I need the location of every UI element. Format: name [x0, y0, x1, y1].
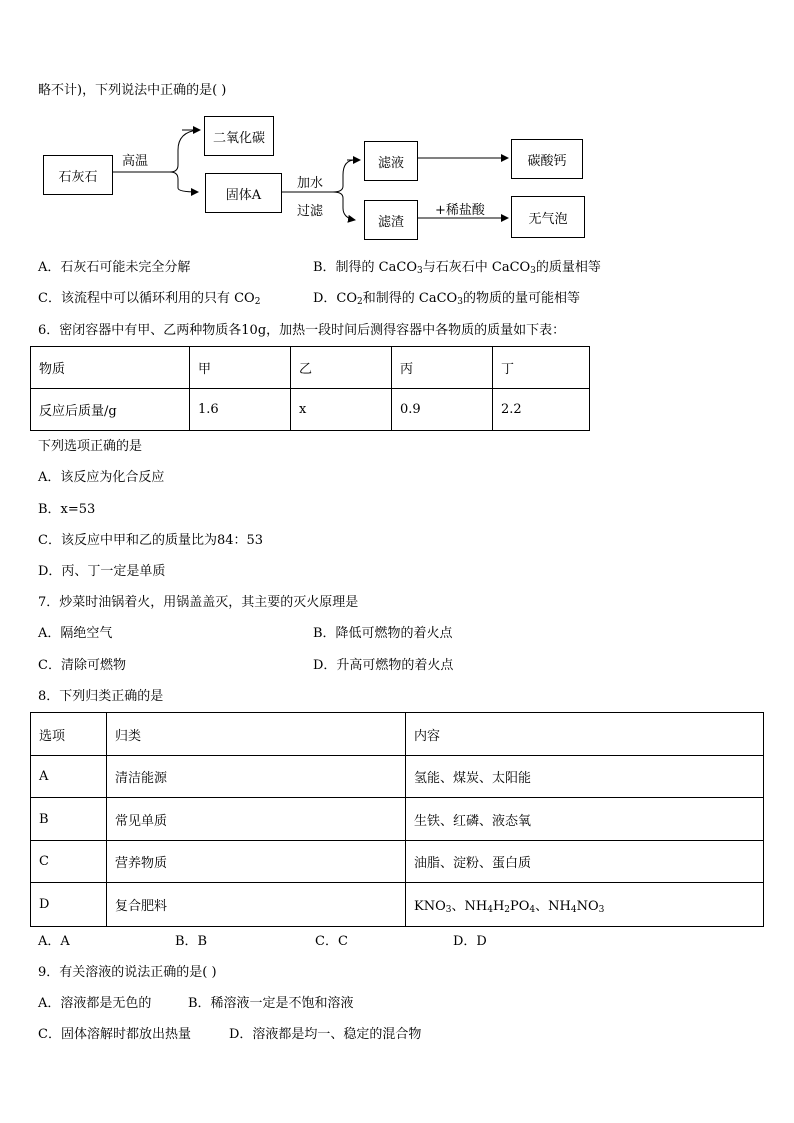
- q8-cell: A: [31, 756, 107, 798]
- q5-option-c: C．该流程中可以循环利用的只有 $CO_2$: [38, 291, 261, 307]
- q8-classification-table: [30, 712, 764, 927]
- q8-cell: 营养物质: [107, 841, 406, 883]
- q8-cell: 生铁、红磷、液态氧: [406, 798, 764, 841]
- q8-stem: 8．下列归类正确的是: [38, 689, 164, 704]
- q8-header-cell: 内容: [406, 713, 764, 756]
- q8-answer-d: D．D: [453, 934, 487, 949]
- q7-option-a: A．隔绝空气: [38, 626, 113, 641]
- co2-box: [204, 116, 274, 156]
- q8-cell: B: [31, 798, 107, 841]
- q8-answer-c: C．C: [315, 934, 348, 949]
- q8-answer-a: A．A: [38, 934, 70, 949]
- filtrate-box: [364, 141, 418, 181]
- q7-stem: 7．炒菜时油锅着火，用锅盖盖灭，其主要的灭火原理是: [38, 595, 359, 610]
- caco3-product-box: [511, 139, 583, 179]
- q6-data-cell: 0.9: [392, 389, 493, 431]
- filtrate-label: 滤液: [377, 155, 404, 171]
- solid-a-box: [205, 173, 282, 213]
- q6-header-cell: 甲: [190, 347, 291, 389]
- q6-header-cell: 丁: [493, 347, 590, 389]
- q8-cell: 油脂、淀粉、蛋白质: [406, 841, 764, 883]
- no-bubbles-label: 无气泡: [528, 211, 568, 227]
- q6-data-row: [31, 389, 590, 431]
- limestone-label: 石灰石: [58, 169, 98, 185]
- q5-option-a: A．石灰石可能未完全分解: [38, 260, 191, 275]
- q6-mass-table: [30, 346, 590, 431]
- q9-option-c: C．固体溶解时都放出热量: [38, 1027, 191, 1042]
- add-hcl-label: +稀盐酸: [435, 203, 485, 218]
- q8-cell: 复合肥料: [107, 883, 406, 927]
- q6-option-d: D．丙、丁一定是单质: [38, 564, 166, 579]
- caco3-product-label: 碳酸钙: [527, 153, 567, 169]
- q6-header-row: [31, 347, 590, 389]
- q8-row: [31, 756, 764, 798]
- no-bubbles-box: [511, 196, 585, 238]
- q6-data-cell: x: [291, 389, 392, 431]
- q9-stem: 9．有关溶液的说法正确的是( ): [38, 965, 217, 980]
- q8-row: [31, 841, 764, 883]
- solid-a-label: 固体A: [225, 187, 262, 203]
- q7-option-b: B．降低可燃物的着火点: [313, 626, 453, 641]
- filter-label: 过滤: [297, 204, 324, 219]
- co2-label: 二氧化碳: [212, 130, 265, 146]
- q7-option-d: D．升高可燃物的着火点: [313, 658, 454, 673]
- q8-cell: 清洁能源: [107, 756, 406, 798]
- q8-cell: 常见单质: [107, 798, 406, 841]
- q6-header-cell: 乙: [291, 347, 392, 389]
- q8-cell: 氢能、煤炭、太阳能: [406, 756, 764, 798]
- q5-option-b: B．制得的 CaCO$_3$与石灰石中 CaCO$_3$的质量相等: [313, 260, 601, 276]
- q8-header-cell: 选项: [31, 713, 107, 756]
- q6-data-cell: 反应后质量/g: [31, 389, 190, 431]
- q6-header-cell: 物质: [31, 347, 190, 389]
- add-water-label: 加水: [297, 176, 324, 191]
- q7-option-c: C．清除可燃物: [38, 658, 126, 673]
- q8-cell: C: [31, 841, 107, 883]
- high-temp-label: 高温: [122, 154, 149, 169]
- q9-option-a: A．溶液都是无色的: [38, 996, 152, 1011]
- q5-stem: 略不计)，下列说法中正确的是( ): [38, 83, 227, 98]
- residue-label: 滤渣: [377, 214, 404, 230]
- q6-option-b: B．x=53: [38, 502, 96, 517]
- q6-stem: 6．密闭容器中有甲、乙两种物质各10g，加热一段时间后测得容器中各物质的质量如下表：: [38, 323, 566, 338]
- q8-cell: D: [31, 883, 107, 927]
- q8-fertilizer-formulas: $KNO_3$、$NH_4H_2PO_4$、$NH_4NO_3$: [406, 883, 764, 927]
- q9-option-b: B．稀溶液一定是不饱和溶液: [188, 996, 354, 1011]
- q8-answer-b: B．B: [175, 934, 208, 949]
- q6-data-cell: 1.6: [190, 389, 291, 431]
- q8-header-row: [31, 713, 764, 756]
- q8-row: [31, 883, 764, 927]
- q6-option-a: A．该反应为化合反应: [38, 470, 165, 485]
- q8-header-cell: 归类: [107, 713, 406, 756]
- q8-row: [31, 798, 764, 841]
- q6-prompt: 下列选项正确的是: [38, 439, 143, 454]
- q5-option-d: D．$CO_2$和制得的 CaCO$_3$的物质的量可能相等: [313, 291, 580, 307]
- q9-option-d: D．溶液都是均一、稳定的混合物: [229, 1027, 422, 1042]
- q6-data-cell: 2.2: [493, 389, 590, 431]
- q6-header-cell: 丙: [392, 347, 493, 389]
- residue-box: [364, 200, 418, 240]
- limestone-box: [43, 155, 113, 195]
- q6-option-c: C．该反应中甲和乙的质量比为84：53: [38, 533, 264, 548]
